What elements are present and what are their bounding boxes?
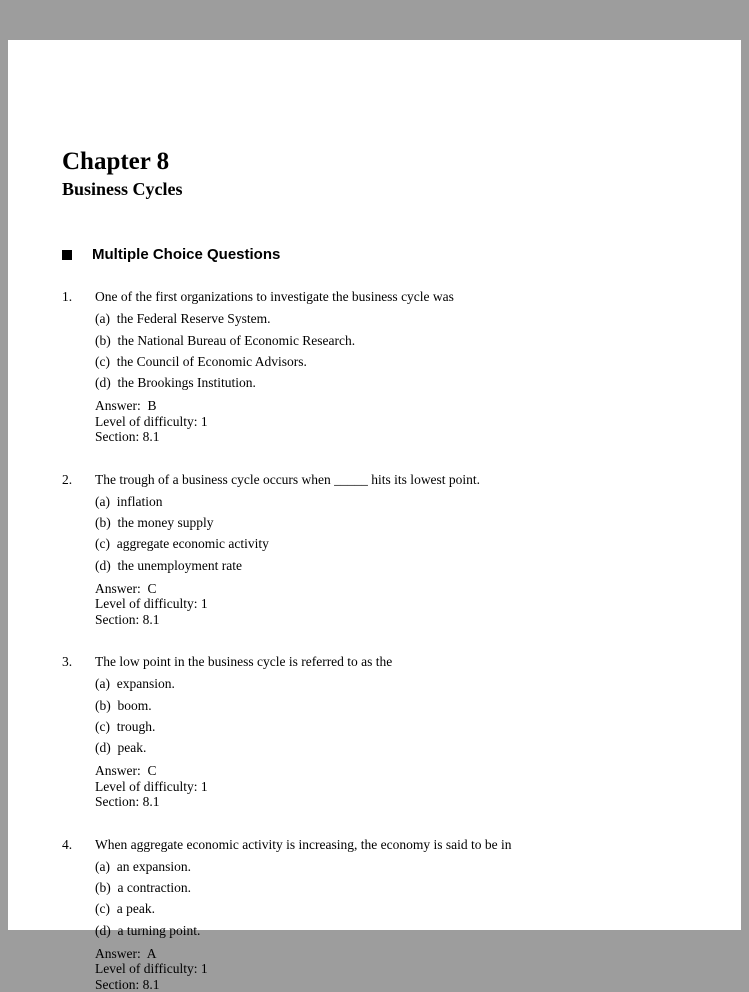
section-line: Section: 8.1	[95, 611, 160, 627]
question-body	[95, 288, 687, 445]
answer-block	[95, 581, 687, 628]
choices-list	[95, 310, 687, 392]
question-block	[62, 653, 687, 810]
choice-option: (d) the unemployment rate	[95, 557, 242, 573]
answer-block	[95, 398, 687, 445]
section-line: Section: 8.1	[95, 976, 160, 992]
question-number: 2.	[62, 471, 73, 487]
difficulty-line: Level of difficulty: 1	[95, 961, 208, 977]
choice-option: (a) expansion.	[95, 676, 175, 692]
choices-list	[95, 493, 687, 575]
question-number: 3.	[62, 654, 73, 670]
question-block	[62, 471, 687, 628]
difficulty-line: Level of difficulty: 1	[95, 778, 208, 794]
question-body	[95, 653, 687, 810]
question-text: The low point in the business cycle is referred to as the	[95, 654, 393, 670]
choice-option: (a) inflation	[95, 493, 163, 509]
choice-option: (c) aggregate economic activity	[95, 536, 269, 552]
chapter-title: Chapter 8	[62, 148, 170, 175]
question-block	[62, 288, 687, 445]
answer-line: Answer: C	[95, 580, 157, 596]
questions-list	[62, 288, 687, 992]
choice-option: (d) the Brookings Institution.	[95, 375, 256, 391]
choice-option: (d) peak.	[95, 740, 147, 756]
choice-option: (c) the Council of Economic Advisors.	[95, 353, 307, 369]
choices-list	[95, 675, 687, 757]
choice-option: (d) a turning point.	[95, 922, 201, 938]
choice-option: (b) boom.	[95, 697, 152, 713]
choice-option: (b) the National Bureau of Economic Research.	[95, 332, 356, 348]
choice-option: (a) the Federal Reserve System.	[95, 311, 271, 327]
choice-option: (b) the money supply	[95, 515, 214, 531]
question-number: 1.	[62, 289, 73, 305]
answer-line: Answer: C	[95, 763, 157, 779]
answer-block	[95, 946, 687, 992]
question-text: When aggregate economic activity is increasing, the economy is said to be in	[95, 836, 512, 852]
answer-line: Answer: A	[95, 945, 157, 961]
section-line: Section: 8.1	[95, 794, 160, 810]
section-header-label: Multiple Choice Questions	[92, 246, 281, 264]
difficulty-line: Level of difficulty: 1	[95, 413, 208, 429]
choice-option: (a) an expansion.	[95, 858, 191, 874]
choice-option: (b) a contraction.	[95, 880, 191, 896]
choices-list	[95, 858, 687, 940]
question-text: The trough of a business cycle occurs when _____ hits its lowest point.	[95, 471, 481, 487]
choice-option: (c) trough.	[95, 718, 156, 734]
question-body	[95, 471, 687, 628]
answer-block	[95, 763, 687, 810]
answer-line: Answer: B	[95, 398, 157, 414]
choice-option: (c) a peak.	[95, 901, 155, 917]
document-page	[8, 40, 741, 992]
question-text: One of the first organizations to investigate the business cycle was	[95, 289, 454, 305]
question-body	[95, 836, 687, 992]
square-bullet-icon	[62, 250, 72, 260]
chapter-subtitle: Business Cycles	[62, 178, 183, 199]
question-block	[62, 836, 687, 992]
difficulty-line: Level of difficulty: 1	[95, 596, 208, 612]
question-number: 4.	[62, 836, 73, 852]
section-line: Section: 8.1	[95, 429, 160, 445]
section-header	[62, 246, 687, 263]
